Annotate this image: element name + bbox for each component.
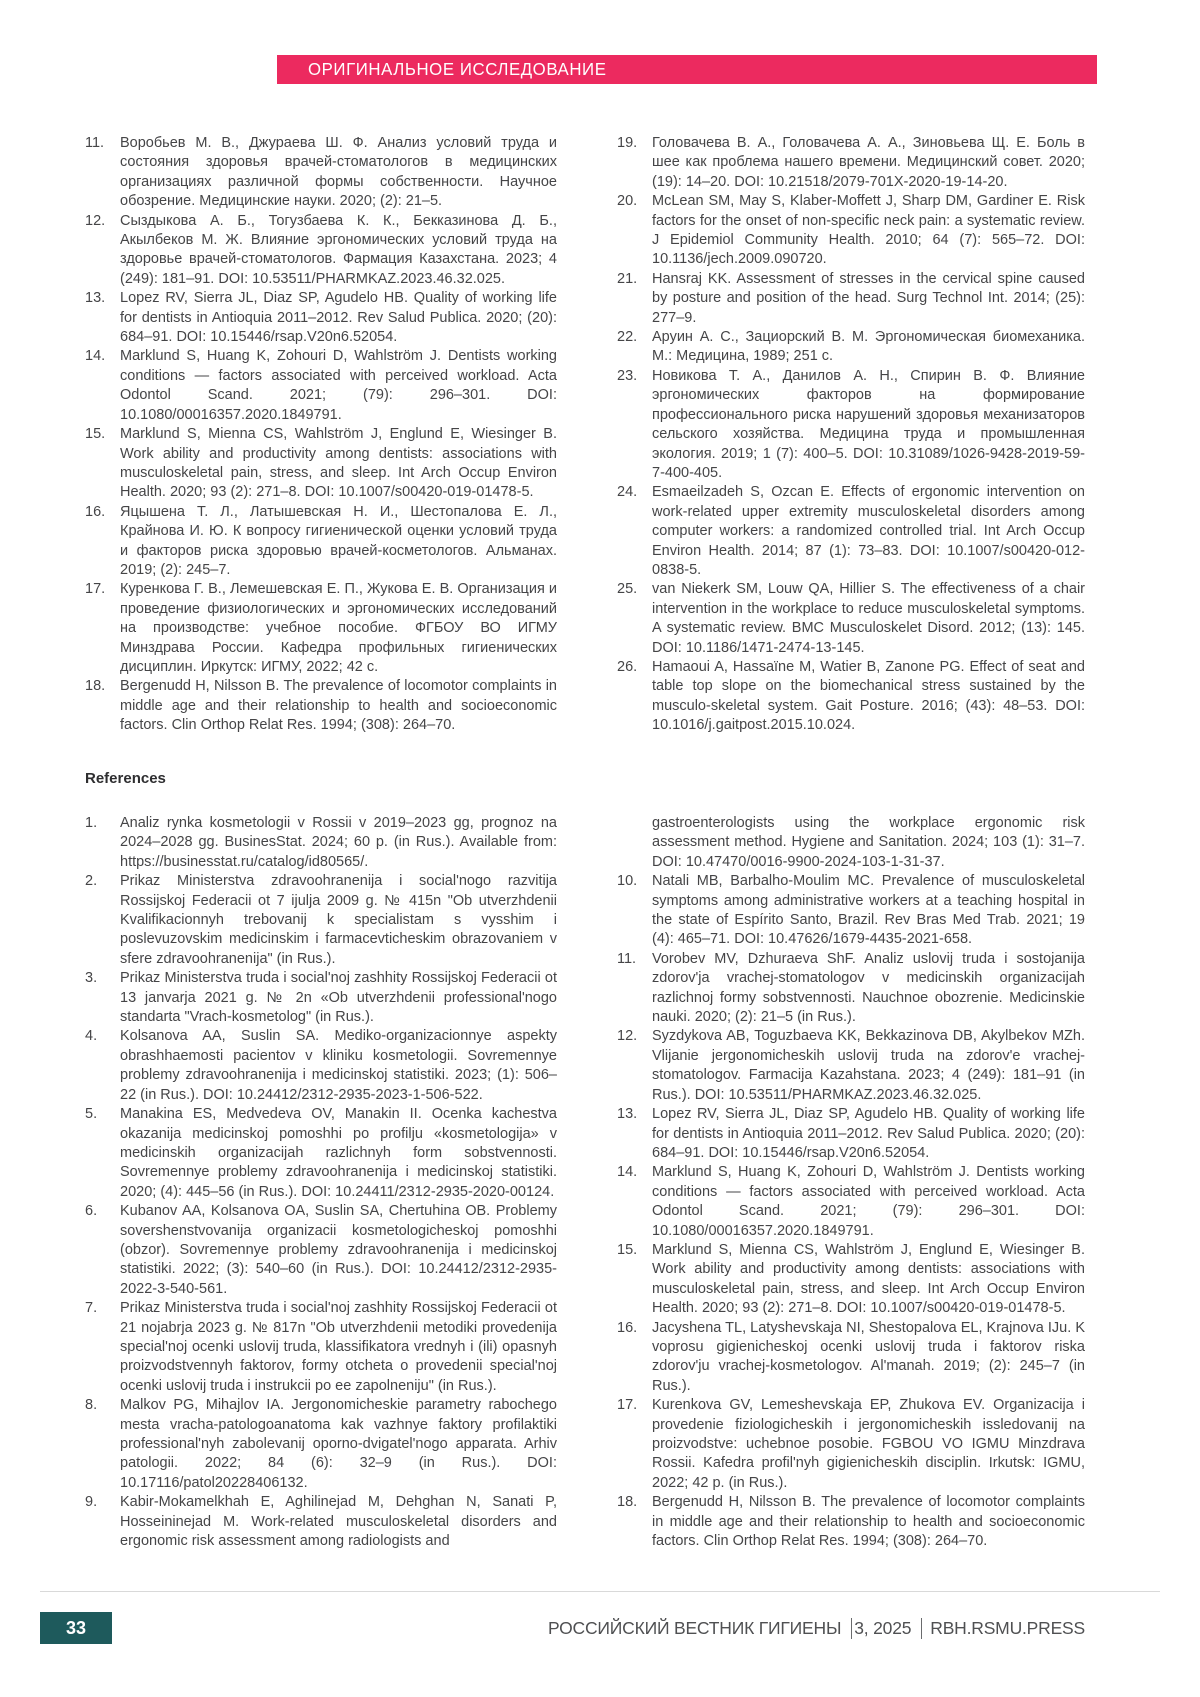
- reference-text: Marklund S, Huang K, Zohouri D, Wahlström J. Dentists working conditions — factors associated with perceived workload. Acta Odontol Scand. 2021; (79): 296–301. DOI: 10.1080/00016357.2020.1849791.: [652, 1164, 1085, 1239]
- reference-entry: [617, 1027, 1085, 1105]
- issue-label: 3, 2025: [854, 1617, 912, 1638]
- reference-entry: [617, 270, 1085, 328]
- reference-text: Prikaz Ministerstva truda i social'noj zashhity Rossijskoj Federacii ot 13 janvarja 2021 g. № 2n «Ob utverzhdenii professional'nogo standarta "Vrach-kosmetolog" (in Rus.).: [120, 970, 557, 1026]
- reference-entry: [85, 1299, 557, 1396]
- literature-column-left: [85, 134, 557, 736]
- section-header-bar: [277, 55, 1097, 84]
- reference-entry: [617, 814, 1085, 872]
- reference-entry: [617, 580, 1085, 658]
- reference-number: 7.: [85, 1300, 98, 1317]
- reference-number: 16.: [617, 1319, 638, 1336]
- reference-entry: [85, 1105, 557, 1202]
- reference-entry: [85, 1202, 557, 1299]
- reference-number: 14.: [617, 1164, 638, 1181]
- reference-number: 22.: [617, 329, 638, 346]
- reference-number: 20.: [617, 193, 638, 210]
- reference-text: Kolsanova AA, Suslin SA. Mediko-organizacionnye aspekty obrashhaemosti pacientov v kliniku kosmetologii. Sovremennye problemy zdravoohranenija i medicinskoj statistiki. 2023; (1): 506–22 (in Rus.). DOI: 10.24412/2312-2935-2023-1-506-522.: [120, 1028, 557, 1103]
- reference-entry: [617, 483, 1085, 580]
- journal-title: РОССИЙСКИЙ ВЕСТНИК ГИГИЕНЫ: [548, 1617, 842, 1638]
- reference-entry: [617, 1105, 1085, 1163]
- reference-number: 6.: [85, 1203, 98, 1220]
- reference-number: 18.: [85, 678, 106, 695]
- reference-number: 1.: [85, 815, 98, 831]
- reference-number: 8.: [85, 1397, 98, 1414]
- reference-text: Natali MB, Barbalho-Moulim MC. Prevalence of musculoskeletal symptoms among administrative workers at a teaching hospital in the state of Espírito Santo, Brazil. Rev Bras Med Trab. 2021; 19 (4): 465–71. DOI: 10.47626/1679-4435-2021-658.: [652, 873, 1085, 948]
- reference-text: Lopez RV, Sierra JL, Diaz SP, Agudelo HB. Quality of working life for dentists in Antioquia 2011–2012. Rev Salud Publica. 2020; (20): 684–91. DOI: 10.15446/rsap.V20n6.52054.: [652, 1106, 1085, 1161]
- reference-number: 11.: [85, 135, 105, 151]
- reference-entry: [617, 134, 1085, 192]
- reference-text: Hansraj KK. Assessment of stresses in the cervical spine caused by posture and position of the head. Surg Technol Int. 2014; (25): 277–9.: [652, 270, 1085, 326]
- reference-text: Analiz rynka kosmetologii v Rossii v 2019–2023 gg, prognoz na 2024–2028 gg. BusinesStat. 2024; 60 p. (in Rus.). Available from: https://businesstat.ru/catalog/id80565/.: [120, 815, 557, 870]
- reference-text: Яцышена Т. Л., Латышевская Н. И., Шестопалова Е. Л., Крайнова И. Ю. К вопросу гигиенической оценки условий труда и факторов риска здоровью врачей-косметологов. Альманах. 2019; (2): 245–7.: [120, 503, 557, 578]
- references-heading: References: [85, 770, 166, 787]
- footer-separator: [851, 1618, 852, 1639]
- reference-text: Kurenkova GV, Lemeshevskaja EP, Zhukova EV. Organizacija i provedenie fiziologicheskih i jergonomicheskih issledovanij na proizvodstve: uchebnoe posobie. FGBOU VO IGMU Minzdrava Rossii. Kafedra profil'nyh gigienicheskih disciplin. Irkutsk: IGMU, 2022; 42 p. (in Rus.).: [652, 1397, 1085, 1491]
- reference-entry: [617, 328, 1085, 367]
- reference-text: Jacyshena TL, Latyshevskaja NI, Shestopalova EL, Krajnova IJu. K voprosu gigienicheskoj ocenki uslovij truda i faktorov riska zdorov'ju vrachej-kosmetologov. Al'manah. 2019; (2): 245–7 (in Rus.).: [652, 1319, 1085, 1394]
- reference-number: 3.: [85, 970, 98, 987]
- reference-entry: [85, 347, 557, 425]
- reference-number: 13.: [617, 1106, 638, 1123]
- reference-text: Bergenudd H, Nilsson B. The prevalence of locomotor complaints in middle age and their relationship to health and socioeconomic factors. Clin Orthop Relat Res. 1994; (308): 264–70.: [120, 678, 557, 734]
- reference-text: Kabir-Mokamelkhah E, Aghilinejad M, Dehghan N, Sanati P, Hosseininejad M. Work-related musculoskeletal disorders and ergonomic risk assessment among radiologists and: [120, 1494, 557, 1550]
- reference-number: 2.: [85, 873, 98, 890]
- reference-text: Prikaz Ministerstva zdravoohranenija i social'nogo razvitija Rossijskoj Federacii ot 7 ijulja 2009 g. № 415n "Ob utverzhdenii Kvalifikacionnyh trebovanij k specialistam s vysshim i poslevuzovskim medicinskim i farmacevticheskim obrazovaniem v sfere zdravoohranenija" (in Rus.).: [120, 873, 557, 967]
- reference-text: Аруин А. С., Зациорский В. М. Эргономическая биомеханика. М.: Медицина, 1989; 251 с.: [652, 329, 1085, 365]
- reference-entry: [617, 1319, 1085, 1397]
- reference-entry: [85, 1396, 557, 1493]
- reference-number: 12.: [85, 212, 106, 229]
- reference-entry: [85, 677, 557, 735]
- footer-divider-rule: [40, 1591, 1160, 1592]
- reference-entry: [85, 212, 557, 290]
- reference-text: Marklund S, Mienna CS, Wahlström J, Englund E, Wiesinger B. Work ability and productivity among dentists: associations with musculoskeletal pain, stress, and sleep. Int Arch Occup Environ Health. 2020; 93 (2): 271–8. DOI: 10.1007/s00420-019-01478-5.: [652, 1241, 1085, 1317]
- footer-journal-line: [548, 1612, 1085, 1644]
- page-number-badge: 33: [40, 1612, 112, 1644]
- reference-number: 5.: [85, 1106, 98, 1123]
- reference-number: 16.: [85, 503, 106, 520]
- reference-entry: [617, 1241, 1085, 1319]
- reference-text: van Niekerk SM, Louw QA, Hillier S. The effectiveness of a chair intervention in the workplace to reduce musculoskeletal symptoms. A systematic review. BMC Musculoskelet Disord. 2012; (13): 145. DOI: 10.1186/1471-2474-13-145.: [652, 581, 1085, 656]
- reference-text: Lopez RV, Sierra JL, Diaz SP, Agudelo HB. Quality of working life for dentists in Antioquia 2011–2012. Rev Salud Publica. 2020; (20): 684–91. DOI: 10.15446/rsap.V20n6.52054.: [120, 290, 557, 346]
- reference-entry: [85, 969, 557, 1027]
- reference-text: Bergenudd H, Nilsson B. The prevalence of locomotor complaints in middle age and their relationship to health and socioeconomic factors. Clin Orthop Relat Res. 1994; (308): 264–70.: [652, 1494, 1085, 1550]
- reference-text: Marklund S, Mienna CS, Wahlström J, Englund E, Wiesinger B. Work ability and productivity among dentists: associations with musculoskeletal pain, stress, and sleep. Int Arch Occup Environ Health. 2020; 93 (2): 271–8. DOI: 10.1007/s00420-019-01478-5.: [120, 426, 557, 501]
- reference-number: 23.: [617, 367, 638, 384]
- reference-number: 14.: [85, 348, 106, 365]
- footer-separator: [921, 1618, 922, 1639]
- reference-number: 15.: [617, 1241, 638, 1258]
- reference-entry: [617, 192, 1085, 270]
- reference-entry: [85, 425, 557, 503]
- reference-text: Syzdykova AB, Toguzbaeva KK, Bekkazinova DB, Akylbekov MZh. Vlijanie jergonomicheskih uslovij truda na zdorov'e vrachej-stomatologov. Farmacija Kazahstana. 2023; 4 (249): 181–91 (in Rus.). DOI: 10.53511/PHARMKAZ.2023.46.32.025.: [652, 1028, 1085, 1103]
- reference-entry: [617, 367, 1085, 483]
- reference-text: Сыздыкова А. Б., Тогузбаева К. К., Бекказинова Д. Б., Акылбеков М. Ж. Влияние эргономических условий труда на здоровье врачей-стоматологов. Фармация Казахстана. 2023; 4 (249): 181–91. DOI: 10.53511/PHARMKAZ.2023.46.32.025.: [120, 212, 557, 287]
- reference-entry: [85, 1493, 557, 1551]
- reference-number: 24.: [617, 484, 638, 501]
- site-label: RBH.RSMU.PRESS: [930, 1617, 1085, 1638]
- reference-text: Новикова Т. А., Данилов А. Н., Спирин В. Ф. Влияние эргономических факторов на формирование профессионального риска нарушений здоровья механизаторов сельского хозяйства. Медицина труда и промышленная экология. 2019; 1 (7): 400–5. DOI: 10.31089/1026-9428-2019-59-7-400-405.: [652, 367, 1085, 481]
- reference-entry: [617, 658, 1085, 736]
- literature-column-right: [617, 134, 1085, 736]
- reference-text: gastroenterologists using the workplace ergonomic risk assessment method. Hygiene and Sanitation. 2024; 103 (1): 31–7. DOI: 10.47470/0016-9900-2024-103-1-31-37.: [652, 815, 1085, 870]
- reference-text: Manakina ES, Medvedeva OV, Manakin II. Ocenka kachestva okazanija medicinskoj pomoshhi po profilju «kosmetologija» v medicinskih organizacijah razlichnyh form sobstvennosti. Sovremennye problemy zdravoohranenija i medicinskoj statistiki. 2020; (4): 445–56 (in Rus.). DOI: 10.24411/2312-2935-2020-00124.: [120, 1106, 557, 1200]
- reference-number: 26.: [617, 658, 638, 675]
- reference-entry: [617, 1493, 1085, 1551]
- reference-text: Воробьев М. В., Джураева Ш. Ф. Анализ условий труда и состояния здоровья врачей-стоматологов в медицинских организациях различной формы собственности. Научное обозрение. Медицинские науки. 2020; (2): 21–5.: [120, 135, 557, 210]
- reference-entry: [85, 872, 557, 969]
- reference-text: Vorobev MV, Dzhuraeva ShF. Analiz uslovij truda i sostojanija zdorov'ja vrachej-stomatologov v medicinskih organizacijah razlichnoj formy sobstvennosti. Nauchnoe obozrenie. Medicinskie nauki. 2020; (2): 21–5 (in Rus.).: [652, 950, 1085, 1026]
- reference-entry: [85, 580, 557, 677]
- reference-entry: [617, 872, 1085, 950]
- references-column-right: [617, 814, 1085, 1551]
- reference-entry: [85, 134, 557, 212]
- reference-number: 17.: [617, 1397, 638, 1414]
- reference-text: Esmaeilzadeh S, Ozcan E. Effects of ergonomic intervention on work-related upper extremity musculoskeletal disorders among computer workers: a randomized controlled trial. Int Arch Occup Environ Health. 2014; 87 (1): 73–83. DOI: 10.1007/s00420-012-0838-5.: [652, 484, 1085, 578]
- reference-entry: [85, 1027, 557, 1105]
- reference-entry: [617, 950, 1085, 1028]
- reference-entry: [617, 1396, 1085, 1493]
- reference-text: Marklund S, Huang K, Zohouri D, Wahlström J. Dentists working conditions — factors associated with perceived workload. Acta Odontol Scand. 2021; (79): 296–301. DOI: 10.1080/00016357.2020.1849791.: [120, 348, 557, 423]
- reference-entry: [85, 814, 557, 872]
- reference-number: 25.: [617, 581, 638, 598]
- reference-text: Malkov PG, Mihajlov IA. Jergonomicheskie parametry rabochego mesta vracha-patologoanatoma kak vazhnye faktory profilaktiki professional'nyh zabolevanij oporno-dvigatel'nogo apparata. Arhiv patologii. 2022; 84 (6): 32–9 (in Rus.). DOI: 10.17116/patol20228406132.: [120, 1397, 557, 1491]
- reference-number: [617, 814, 652, 872]
- reference-number: 13.: [85, 290, 106, 307]
- reference-text: Kubanov AA, Kolsanova OA, Suslin SA, Chertuhina OB. Problemy sovershenstvovanija organizacii kosmetologicheskoj pomoshhi (obzor). Sovremennye problemy zdravoohranenija i medicinskoj statistiki. 2022; (3): 540–60 (in Rus.). DOI: 10.24412/2312-2935-2022-3-540-561.: [120, 1203, 557, 1297]
- reference-number: 17.: [85, 581, 106, 598]
- reference-number: 18.: [617, 1494, 638, 1511]
- section-label: ОРИГИНАЛЬНОЕ ИССЛЕДОВАНИЕ: [308, 59, 607, 79]
- reference-number: 19.: [617, 135, 638, 151]
- reference-number: 15.: [85, 426, 106, 443]
- reference-number: 10.: [617, 873, 638, 890]
- reference-entry: [85, 289, 557, 347]
- reference-text: McLean SM, May S, Klaber-Moffett J, Sharp DM, Gardiner E. Risk factors for the onset of non-specific neck pain: a systematic review. J Epidemiol Community Health. 2010; 64 (7): 565–72. DOI: 10.1136/jech.2009.090720.: [652, 193, 1085, 268]
- reference-entry: [85, 503, 557, 581]
- reference-number: 4.: [85, 1028, 98, 1045]
- reference-entry: [617, 1163, 1085, 1241]
- reference-number: 9.: [85, 1494, 98, 1511]
- references-column-left: [85, 814, 557, 1551]
- reference-text: Куренкова Г. В., Лемешевская Е. П., Жукова Е. В. Организация и проведение физиологических и эргономических исследований на производстве: учебное пособие. ФГБОУ ВО ИГМУ Минздрава России. Кафедра профильных гигиенических дисциплин. Иркутск: ИГМУ, 2022; 42 с.: [120, 581, 557, 675]
- reference-text: Prikaz Ministerstva truda i social'noj zashhity Rossijskoj Federacii ot 21 nojabrja 2023 g. № 817n "Ob utverzhdenii metodiki provedenija special'noj ocenki uslovij truda, klassifikatora vrednyh i (ili) opasnyh proizvodstvennyh faktorov, formy otcheta o provedenii special'noj ocenki uslovij truda i instrukcii po ee zapolneniju" (in Rus.).: [120, 1300, 557, 1394]
- reference-text: Hamaoui A, Hassaïne M, Watier B, Zanone PG. Effect of seat and table top slope on the biomechanical stress sustained by the musculo-skeletal system. Gait Posture. 2016; (43): 48–53. DOI: 10.1016/j.gaitpost.2015.10.024.: [652, 658, 1085, 734]
- reference-text: Головачева В. А., Головачева А. А., Зиновьева Щ. Е. Боль в шее как проблема нашего времени. Медицинский совет. 2020; (19): 14–20. DOI: 10.21518/2079-701X-2020-19-14-20.: [652, 135, 1085, 190]
- reference-number: 11.: [617, 950, 637, 967]
- reference-number: 21.: [617, 270, 638, 287]
- reference-number: 12.: [617, 1028, 638, 1045]
